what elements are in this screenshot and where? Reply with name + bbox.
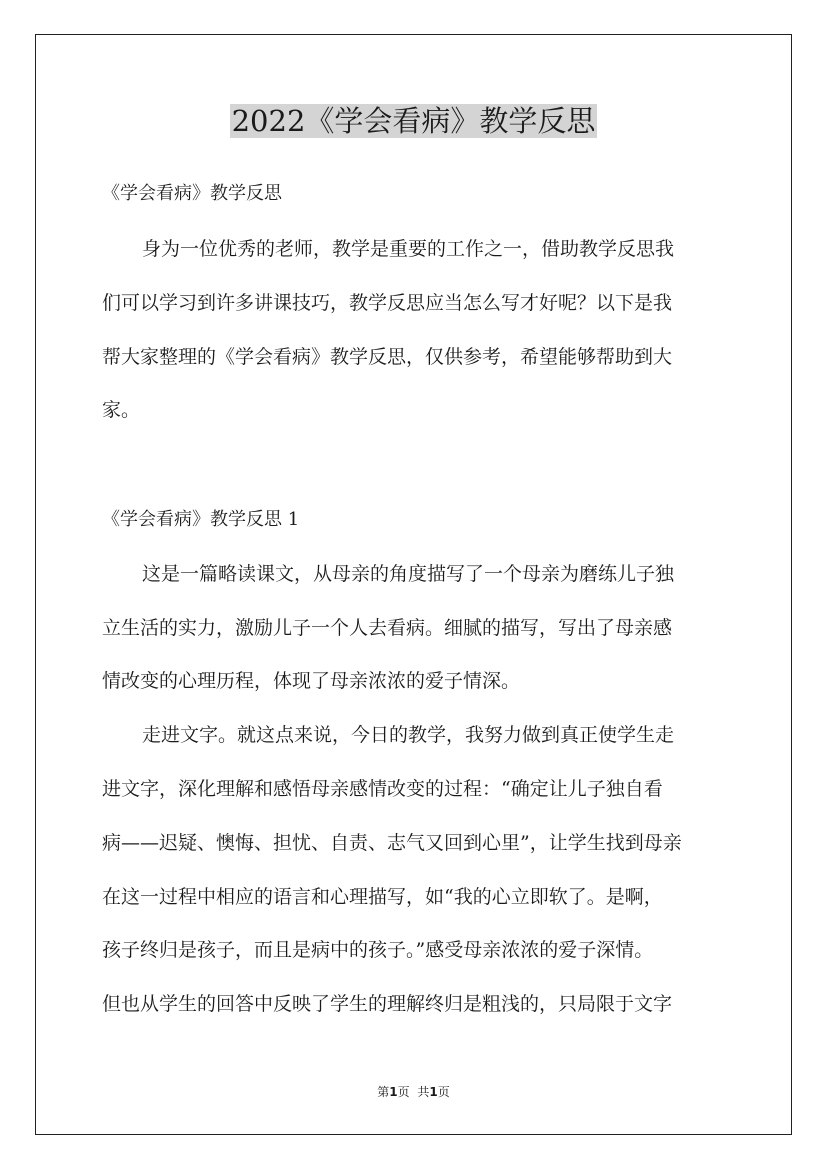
document-title: 2022《学会看病》教学反思: [231, 104, 596, 138]
paragraph-line: 情改变的心理历程，体现了母亲浓浓的爱子情深。: [102, 670, 521, 692]
footer-page-number: 1: [389, 1085, 398, 1099]
footer-page-suffix: 页: [397, 1085, 410, 1099]
paragraph-line: 进文字，深化理解和感悟母亲感情改变的过程：“确定让儿子独自看: [102, 778, 663, 800]
intro-line: 们可以学习到许多讲课技巧，教学反思应当怎么写才好呢？以下是我: [102, 292, 673, 314]
paragraph-line: 在这一过程中相应的语言和心理描写，如“我的心立即软了。是啊，: [102, 886, 663, 908]
paragraph-line: 走进文字。就这点来说，今日的教学，我努力做到真正使学生走: [142, 724, 675, 746]
section-heading: 《学会看病》教学反思 1: [102, 509, 300, 530]
footer-total-suffix: 页: [437, 1085, 450, 1099]
footer-total-prefix: 共: [417, 1085, 430, 1099]
paragraph-line: 但也从学生的回答中反映了学生的理解终归是粗浅的，只局限于文字: [102, 993, 673, 1015]
intro-line: 帮大家整理的《学会看病》教学反思，仅供参考，希望能够帮助到大: [102, 346, 673, 368]
footer-total-pages: 1: [429, 1085, 438, 1099]
intro-line: 身为一位优秀的老师，教学是重要的工作之一，借助教学反思我: [142, 238, 675, 260]
paragraph-line: 病——迟疑、懊悔、担忧、自责、志气又回到心里”，让学生找到母亲: [102, 832, 682, 854]
paragraph-line: 孩子终归是孩子，而且是病中的孩子。”感受母亲浓浓的爱子深情。: [102, 939, 654, 961]
paragraph-line: 立生活的实力，激励儿子一个人去看病。细腻的描写，写出了母亲感: [102, 617, 673, 639]
page-footer: [0, 1083, 827, 1101]
paragraph-line: 这是一篇略读课文，从母亲的角度描写了一个母亲为磨练儿子独: [142, 563, 675, 585]
document-subtitle: 《学会看病》教学反思: [102, 183, 282, 204]
intro-line: 家。: [102, 399, 141, 421]
footer-page-prefix: 第: [377, 1085, 390, 1099]
